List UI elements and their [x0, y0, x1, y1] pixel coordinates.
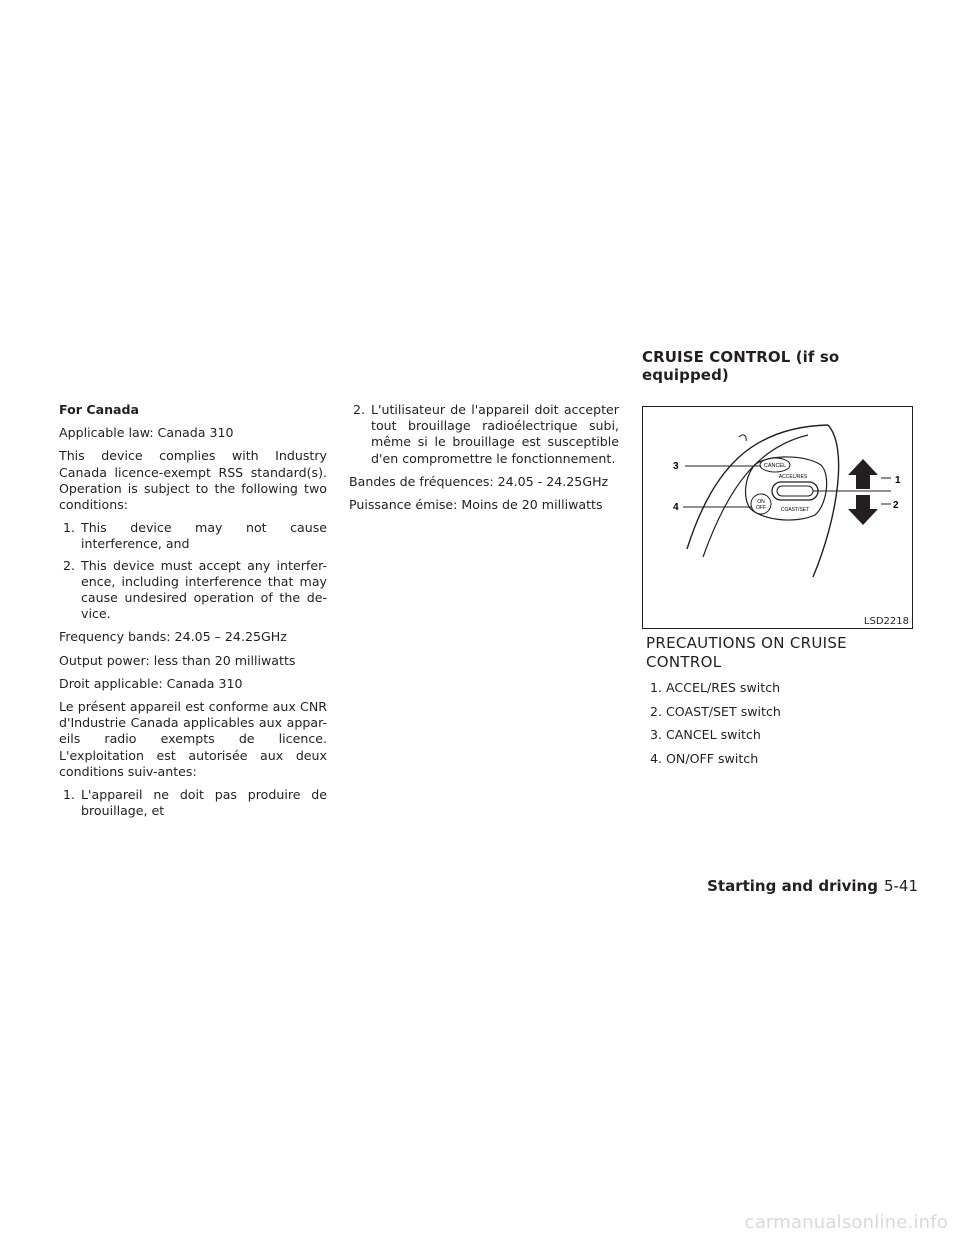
page-footer — [707, 877, 918, 895]
fr-compliance-intro: Le présent appareil est conforme aux CNR d'Industrie Canada applicables aux appar-eils radio exempts de licence. L'exploitation est autorisée aux deux conditions suiv-antes: — [59, 699, 327, 779]
left-column — [59, 402, 327, 826]
puissance-emise: Puissance émise: Moins de 20 milliwatts — [349, 497, 603, 513]
list-item — [349, 402, 619, 467]
middle-column — [349, 402, 619, 520]
list-item — [59, 520, 327, 552]
legend-item: 2. COAST/SET switch — [650, 703, 781, 719]
canada-heading: For Canada — [59, 402, 140, 417]
compliance-intro: This device complies with Industry Canada licence-exempt RSS standard(s). Operation is subject to the following two conditions: — [59, 448, 327, 513]
conditions-list — [59, 520, 327, 622]
legend-item: 4. ON/OFF switch — [650, 750, 759, 766]
accel-label: ACCEL/RES — [778, 474, 808, 480]
off-label: OFF — [756, 505, 766, 511]
applicable-law: Applicable law: Canada 310 — [59, 425, 234, 441]
legend-item: 3. CANCEL switch — [650, 727, 761, 742]
legend-item: 1. ACCEL/RES switch — [650, 680, 781, 695]
bandes-frequences: Bandes de fréquences: 24.05 - 24.25GHz — [349, 473, 609, 489]
footer-section: Starting and driving — [707, 877, 878, 895]
up-arrow-icon — [848, 459, 878, 489]
fr-conditions-list-cont — [349, 402, 619, 467]
list-text: L'utilisateur de l'appareil doit accepter tout brouillage radioélectrique subi, même si le brouillage est susceptible d'en compromettre le fonctionnement. — [371, 402, 619, 466]
steering-switch-diagram — [643, 407, 912, 628]
fr-conditions-list — [59, 787, 327, 819]
page-number: 5-41 — [883, 877, 918, 895]
watermark: carmanualsonline.info — [744, 1212, 948, 1233]
cruise-control-figure — [642, 406, 913, 629]
switch-legend — [650, 680, 781, 774]
on-label: ON — [757, 499, 765, 505]
list-item — [59, 787, 327, 819]
frequency-bands: Frequency bands: 24.05 – 24.25GHz — [59, 629, 287, 645]
droit-applicable: Droit applicable: Canada 310 — [59, 675, 243, 691]
list-text: This device may not cause interference, and — [81, 520, 327, 552]
coast-label: COAST/SET — [780, 507, 810, 513]
callout-4: 4 — [673, 502, 679, 513]
callout-1: 1 — [895, 475, 901, 486]
subsection-title: PRECAUTIONS ON CRUISE CONTROL — [646, 634, 847, 671]
cancel-label: CANCEL — [763, 463, 787, 469]
list-text: L'appareil ne doit pas produire de brouillage, et — [81, 787, 327, 819]
list-item — [59, 558, 327, 623]
list-number: 1. — [63, 520, 76, 536]
callout-3: 3 — [673, 461, 679, 472]
list-text: This device must accept any interfer-ence, including interference that may cause undesired operation of the de-vice. — [81, 557, 327, 622]
section-title: CRUISE CONTROL (if so equipped) — [642, 348, 840, 384]
list-number: 2. — [63, 557, 76, 573]
figure-code: LSD2218 — [863, 616, 909, 627]
callout-2: 2 — [893, 500, 899, 511]
down-arrow-icon — [848, 495, 878, 525]
output-power: Output power: less than 20 milliwatts — [59, 652, 296, 668]
list-number: 1. — [63, 787, 76, 803]
list-number: 2. — [353, 402, 366, 417]
